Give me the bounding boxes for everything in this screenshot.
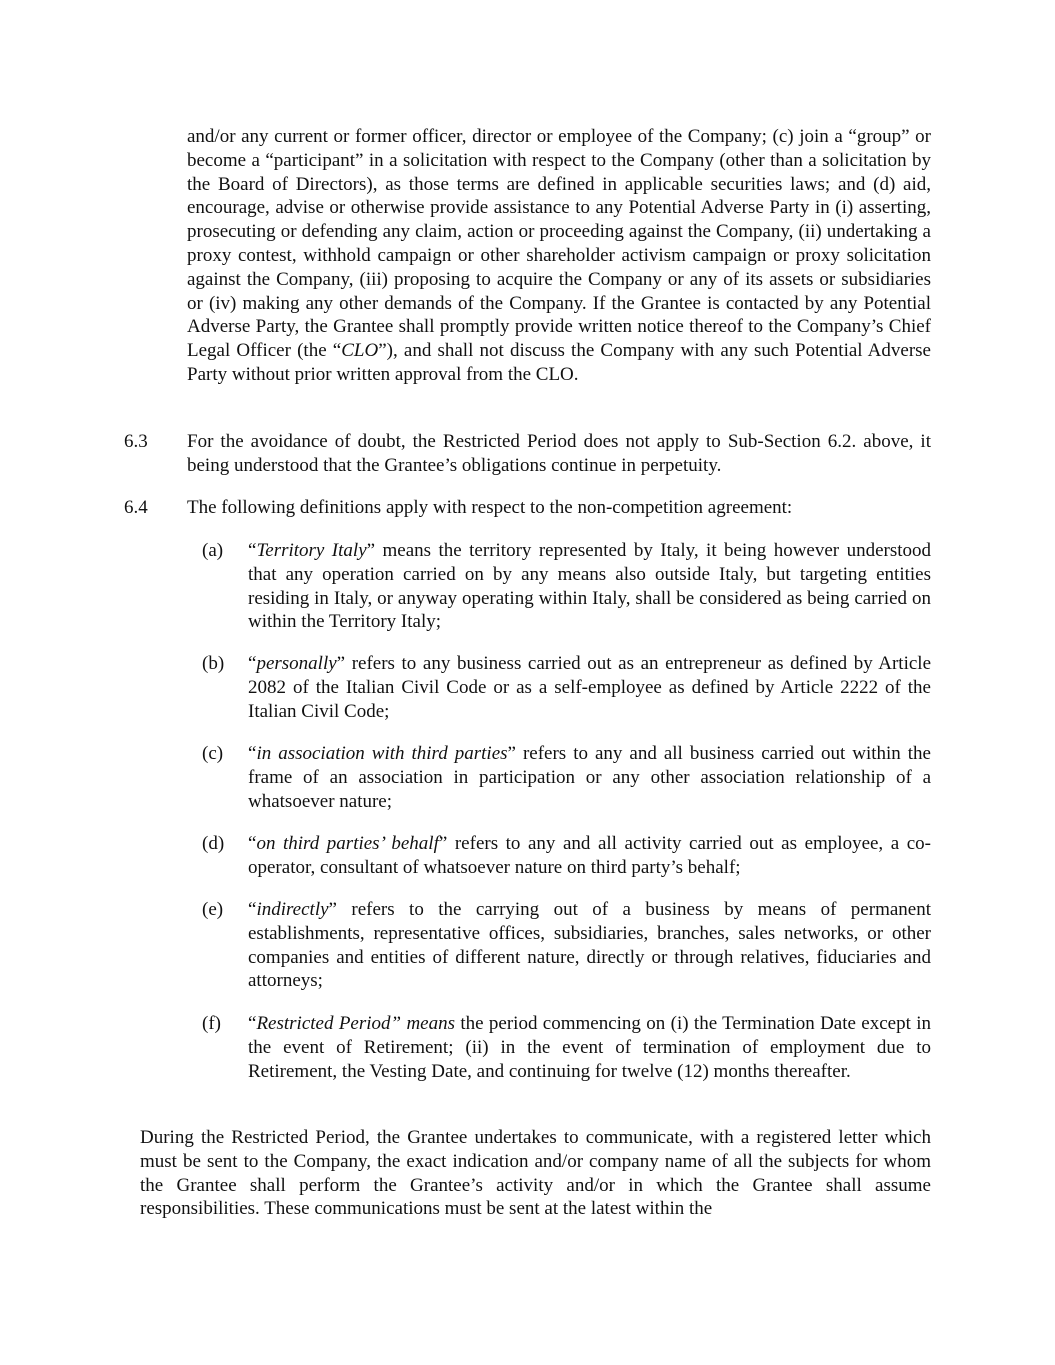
definition-label: (c): [202, 743, 224, 764]
definition-text: [248, 898, 931, 993]
definition-label: (a): [202, 540, 224, 561]
open-quote: “: [248, 1013, 257, 1034]
definition-label: (e): [202, 899, 224, 920]
definition-body: ” means the territory represented by Italy, it being however understood that any operation carried on by any means also outside Italy, but targeting entities residing in Italy, or anyway operating within Italy, shall be considered as being carried on within the Territory Italy;: [248, 540, 932, 633]
definition-body: ” refers to any business carried out as an entrepreneur as defined by Article 2082 of the Italian Civil Code or as a self-employee as defined by Article 2222 of the Italian Civil Code;: [248, 653, 931, 722]
definition-label: (d): [202, 833, 225, 854]
definition-text: [248, 742, 931, 813]
definition-item-a: [202, 539, 931, 634]
definition-item-b: [202, 652, 931, 723]
section-number: 6.3: [124, 431, 148, 452]
intro-text-part2: ”), and shall not discuss the Company with any such Potential Adverse Party without prior written approval from the CLO.: [187, 340, 931, 385]
open-quote: “: [248, 899, 257, 920]
open-quote: “: [248, 833, 257, 854]
definition-text: [248, 832, 931, 880]
closing-paragraph: During the Restricted Period, the Grantee undertakes to communicate, with a registered letter which must be sent to the Company, the exact indication and/or company name of all the subjects for whom the Grantee shall perform the Grantee’s activity and/or in which the Grantee shall assume responsibilities. These communications must be sent at the latest within the: [140, 1127, 931, 1220]
definition-item-f: [202, 1012, 931, 1083]
definition-term: on third parties’ behalf: [256, 833, 439, 854]
definition-text: [248, 1012, 931, 1083]
intro-term-clo: CLO: [341, 340, 379, 362]
section-text: For the avoidance of doubt, the Restricted Period does not apply to Sub-Section 6.2. above, it being understood that the Grantee’s obligations continue in perpetuity.: [187, 431, 931, 476]
definition-term: Territory Italy: [256, 540, 367, 561]
section-number: 6.4: [124, 497, 148, 518]
definition-term: in association with third parties: [256, 743, 508, 764]
open-quote: “: [248, 540, 257, 561]
definition-body: ” refers to any and all business carried out within the frame of an association in participation or any other association relationship of a whatsoever nature;: [248, 743, 931, 812]
open-quote: “: [248, 743, 257, 764]
intro-text-part1: and/or any current or former officer, director or employee of the Company; (c) join a “group” or become a “participant” in a solicitation with respect to the Company (other than a solicitation by the Board of Directors), as those terms are defined in applicable securities laws; and (d) aid, encourage, advise or otherwise provide assistance to any Potential Adverse Party in (i) asserting, prosecuting or defending any claim, action or proceeding against the Company, (ii) undertaking a proxy contest, withhold campaign or other shareholder activism campaign or proxy solicitation against the Company, (iii) proposing to acquire the Company or any of its assets or subsidiaries or (iv) making any other demands of the Company. If the Grantee is contacted by any Potential Adverse Party, the Grantee shall promptly provide written notice thereof to the Company’s Chief Legal Officer (the “: [187, 126, 931, 362]
definition-item-e: [202, 898, 931, 993]
definition-body: the period commencing on (i) the Termination Date except in the event of Retirement; (ii) in the event of termination of employment due to Retirement, the Vesting Date, and continuing for twelve (12) months thereafter.: [248, 1013, 932, 1082]
definition-term: indirectly: [256, 899, 329, 920]
definition-text: [248, 652, 931, 723]
definition-body: ” refers to any and all activity carried out as employee, a co-operator, consultant of whatsoever nature on third party’s behalf;: [248, 833, 931, 878]
section-6-4: [124, 496, 931, 520]
definition-term: personally: [256, 653, 337, 674]
intro-paragraph: [187, 125, 931, 387]
definition-label: (b): [202, 653, 225, 674]
open-quote: “: [248, 653, 257, 674]
definition-term: Restricted Period” means: [256, 1013, 455, 1034]
definition-item-c: [202, 742, 931, 813]
definition-item-d: [202, 832, 931, 880]
section-6-3: [124, 430, 931, 478]
definition-label: (f): [202, 1013, 221, 1034]
definition-text: [248, 539, 931, 634]
section-text: The following definitions apply with respect to the non-competition agreement:: [187, 497, 793, 518]
definition-body: ” refers to the carrying out of a business by means of permanent establishments, representative offices, subsidiaries, branches, sales networks, or other companies and entities of different nature, directly or through relatives, fiduciaries and attorneys;: [248, 899, 931, 992]
